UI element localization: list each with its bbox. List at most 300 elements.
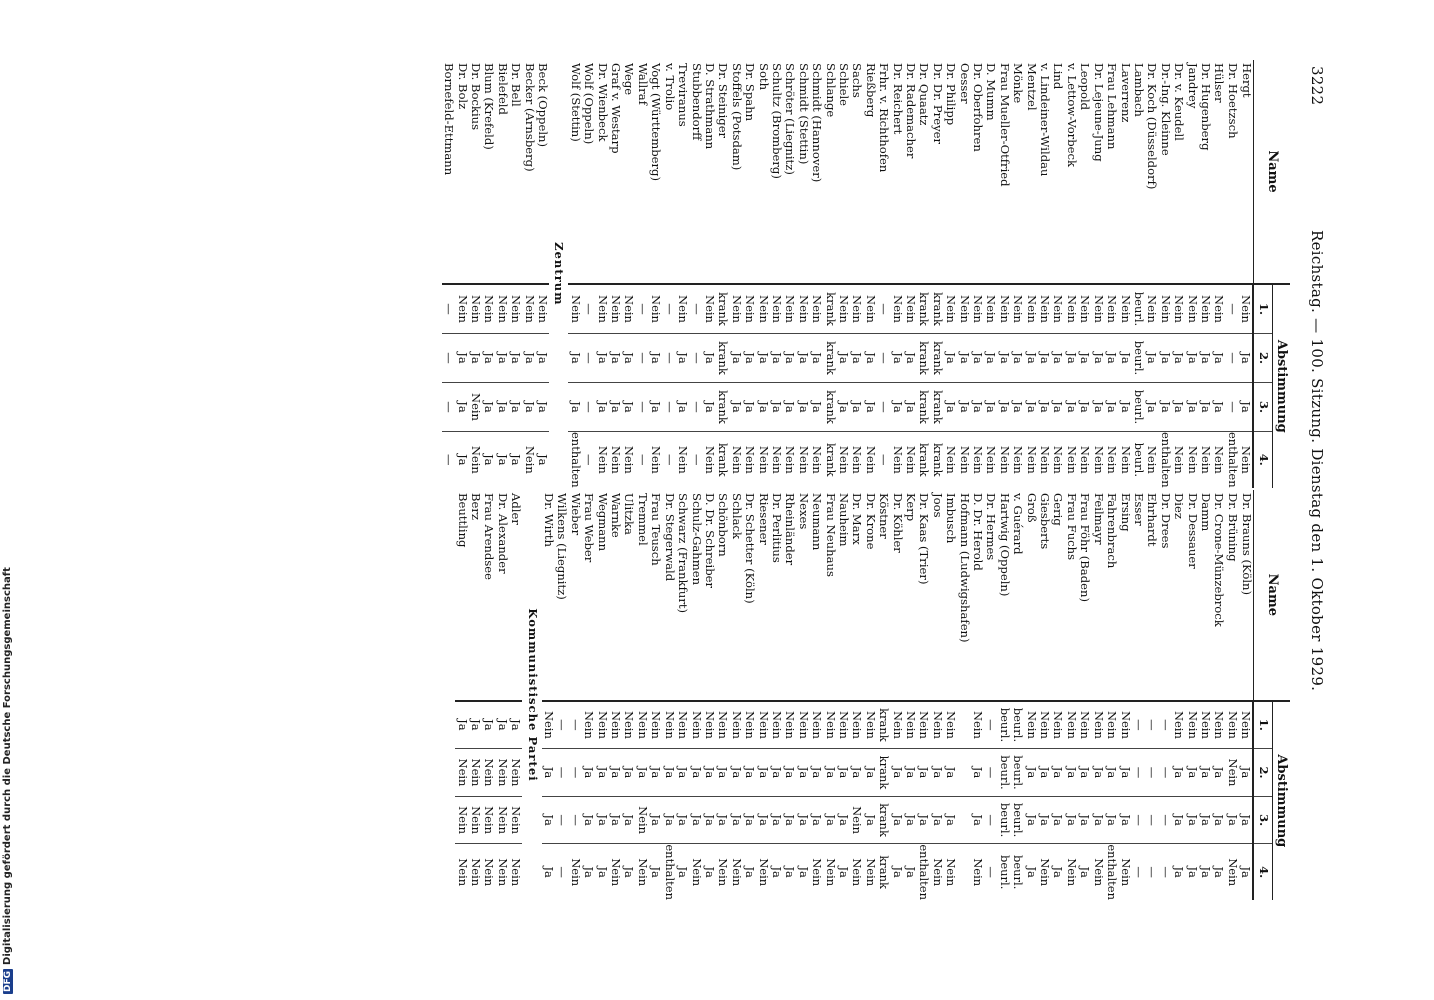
vote-cell: Nein [769, 445, 784, 474]
vote-cell: Ja [957, 383, 970, 432]
table-row [850, 490, 863, 900]
vote-cell: Nein [837, 284, 850, 334]
member-name: Dr. Stegerwald [662, 490, 675, 701]
vote-cell: Nein [703, 284, 716, 334]
member-name: Dr. Hermes [984, 490, 997, 701]
vote-cell: Ja [595, 749, 608, 797]
vote-cell: Ja [997, 334, 1010, 383]
member-name: Dr. Quaatz [917, 60, 930, 284]
vote-cell: Nein [455, 749, 468, 797]
vote-cell: Nein [676, 284, 689, 334]
vote-cell: krank [930, 383, 943, 432]
vote-cell: Ja [863, 749, 876, 797]
table-row [1091, 490, 1104, 900]
vote-cell: Ja [837, 866, 851, 878]
vote-cell: Ja [1199, 749, 1212, 797]
vote-cell: Ja [649, 796, 662, 844]
vote-cell: Nein [622, 445, 637, 474]
vote-cell: Ja [796, 749, 809, 797]
vote-cell: Nein [1065, 284, 1078, 334]
vote-cell: Nein [469, 796, 482, 844]
vote-cell: Ja [743, 796, 756, 844]
vote-cell: Ja [469, 334, 482, 383]
vote-cell: Nein [1078, 701, 1091, 749]
vote-cell: — [877, 383, 890, 432]
vote-cell: Ja [1185, 866, 1200, 878]
vote-cell: Ja [536, 334, 549, 383]
vote-cell: Nein [582, 701, 595, 749]
member-name: Adler [509, 490, 522, 701]
vote-cell: krank [716, 442, 731, 477]
vote-cell: Ja [1065, 334, 1078, 383]
vote-cell: Ja [971, 749, 984, 797]
member-name: Dr.-Ing. Kleinne [1158, 60, 1171, 284]
vote-cell: Nein [1091, 701, 1104, 749]
vote-cell: krank [877, 749, 890, 797]
member-name: Beuttling [455, 490, 468, 701]
col-4-header-right: 4. [1253, 844, 1272, 900]
vote-cell: — [1145, 796, 1158, 844]
vote-cell: beurl. [1011, 749, 1024, 797]
table-row [904, 60, 917, 488]
table-row [542, 490, 555, 900]
member-name: Vogt (Württemberg) [649, 60, 662, 284]
member-name: Dr. Crone-Münzebrock [1212, 490, 1225, 701]
member-name: Bielefeld [495, 60, 508, 284]
vote-cell: beurl. [1132, 284, 1145, 334]
vote-cell: Nein [743, 284, 756, 334]
vote-cell: beurl. [997, 796, 1010, 844]
table-row [442, 60, 455, 488]
vote-cell: — [877, 284, 890, 334]
table-row [997, 60, 1010, 488]
vote-cell: Ja [1212, 749, 1225, 797]
member-name: Fahrenbrach [1105, 490, 1118, 701]
vote-cell: Nein [997, 284, 1010, 334]
vote-cell: Ja [676, 749, 689, 797]
table-row [716, 60, 729, 488]
vote-cell: Nein [743, 701, 756, 749]
vote-cell: Ja [703, 749, 716, 797]
member-name: Dr. Koch (Düsseldorf) [1145, 60, 1158, 284]
member-name: Warnke [609, 490, 622, 701]
table-row [890, 490, 903, 900]
member-name: Imbusch [944, 490, 957, 701]
member-name: Dr. Bell [509, 60, 522, 284]
vote-cell: Ja [1051, 866, 1066, 878]
vote-cell: Nein [1185, 701, 1198, 749]
vote-cell: Ja [703, 334, 716, 383]
vote-cell: Nein [649, 284, 662, 334]
vote-cell: Nein [729, 701, 742, 749]
vote-cell: Ja [810, 334, 823, 383]
vote-cell: Nein [930, 858, 945, 887]
vote-cell: Nein [837, 701, 850, 749]
vote-cell: Nein [595, 284, 608, 334]
vote-cell: Ja [1078, 866, 1093, 878]
table-row [863, 60, 876, 488]
vote-cell: Nein [689, 858, 704, 887]
vote-cell: Ja [1239, 383, 1253, 432]
member-name: Dr. Brauns (Köln) [1239, 490, 1253, 701]
vote-cell: — [555, 749, 568, 797]
vote-cell: Ja [1145, 383, 1158, 432]
table-row [622, 490, 635, 900]
vote-cell: Nein [1091, 445, 1106, 474]
vote-cell: Ja [1199, 383, 1212, 432]
vote-cell: Nein [1024, 445, 1039, 474]
member-name: Dr. Spahn [743, 60, 756, 284]
member-name: Frhr. v. Richthofen [877, 60, 890, 284]
member-name: Dr. Dr. Preyer [930, 60, 943, 284]
table-row [1212, 490, 1225, 900]
vote-cell: Nein [1038, 701, 1051, 749]
vote-cell: krank [917, 383, 930, 432]
table-row [743, 60, 756, 488]
member-name: Frau Teusch [649, 490, 662, 701]
vote-cell: Ja [482, 383, 495, 432]
vote-table-left-body [442, 60, 1253, 488]
vote-cell: Ja [796, 866, 811, 878]
member-name: Bornefeld-Ettmann [442, 60, 455, 284]
vote-cell: Ja [783, 383, 796, 432]
vote-cell: — [636, 334, 649, 383]
vote-cell: Ja [729, 334, 742, 383]
vote-cell: beurl. [1132, 334, 1145, 383]
vote-cell: Ja [662, 796, 675, 844]
member-name: Kerp [904, 490, 917, 701]
vote-cell: Ja [1051, 796, 1064, 844]
table-row [1011, 60, 1024, 488]
table-row [1158, 490, 1171, 900]
vote-cell: Nein [1105, 701, 1118, 749]
vote-cell: Ja [1105, 796, 1118, 844]
vote-cell: — [1145, 701, 1158, 749]
table-row [1011, 490, 1024, 900]
vote-cell: Ja [944, 334, 957, 383]
vote-cell: — [568, 749, 581, 797]
member-name: Stubbendorff [689, 60, 702, 284]
vote-cell: Ja [482, 334, 495, 383]
vote-cell: Nein [1038, 284, 1051, 334]
member-name: Schulz-Gahmen [689, 490, 702, 701]
vote-cell: enthalten [917, 844, 932, 900]
vote-cell: enthalten [1225, 432, 1240, 488]
vote-cell: Ja [890, 796, 903, 844]
vote-cell: Ja [756, 796, 769, 844]
vote-cell: Nein [850, 796, 863, 844]
table-row [509, 60, 522, 488]
table-row [1065, 60, 1078, 488]
member-name: Schmidt (Stettin) [796, 60, 809, 284]
member-name: Riesener [756, 490, 769, 701]
table-row [1091, 60, 1104, 488]
member-name: Neumann [810, 490, 823, 701]
vote-cell: Nein [595, 445, 610, 474]
vote-cell: Nein [622, 701, 635, 749]
vote-cell: enthalten [1158, 432, 1173, 488]
vote-cell: — [1225, 383, 1238, 432]
vote-cell: — [442, 334, 455, 383]
table-row [716, 490, 729, 900]
vote-cell: Nein [917, 701, 930, 749]
vote-cell: Ja [1212, 866, 1227, 878]
vote-cell: Ja [971, 334, 984, 383]
member-name: Laverrenz [1118, 60, 1131, 284]
table-row [568, 60, 581, 488]
member-name: Wilkens (Liegnitz) [555, 490, 568, 701]
table-row [729, 60, 742, 488]
vote-cell: Ja [1051, 334, 1064, 383]
vote-cell: Ja [495, 454, 510, 466]
vote-cell: Nein [469, 445, 484, 474]
vote-cell: Nein [904, 445, 919, 474]
vote-cell [957, 749, 970, 797]
table-row [904, 490, 917, 900]
vote-cell: Ja [1078, 334, 1091, 383]
vote-cell: Ja [622, 383, 635, 432]
vote-cell: — [582, 454, 597, 466]
member-name: Frau Weber [582, 490, 595, 701]
vote-cell: Ja [1239, 866, 1254, 878]
vote-cell: Ja [495, 334, 508, 383]
vote-cell: Nein [796, 445, 811, 474]
member-name: Mönke [1011, 60, 1024, 284]
table-row [796, 60, 809, 488]
vote-cell: Nein [810, 445, 825, 474]
table-row [1051, 60, 1064, 488]
table-row [1105, 60, 1118, 488]
vote-cell: Ja [622, 334, 635, 383]
member-name: Rießberg [863, 60, 876, 284]
table-row [1239, 490, 1253, 900]
vote-cell: — [568, 701, 581, 749]
col-3-header-right: 3. [1253, 796, 1272, 844]
member-name: Dr. Hoetzsch [1225, 60, 1238, 284]
vote-cell: Ja [823, 796, 836, 844]
vote-cell: Ja [1065, 749, 1078, 797]
vote-cell: Nein [756, 284, 769, 334]
table-row [455, 60, 468, 488]
abstimmung-header: Abstimmung [1272, 284, 1290, 488]
vote-cell: Nein [1225, 701, 1238, 749]
member-name: Schlack [729, 490, 742, 701]
table-row [837, 60, 850, 488]
vote-cell: Ja [930, 796, 943, 844]
vote-cell: Nein [649, 445, 664, 474]
vote-cell: krank [917, 284, 930, 334]
vote-cell: Ja [1239, 749, 1253, 797]
vote-cell: Ja [743, 749, 756, 797]
vote-cell: Ja [703, 383, 716, 432]
vote-cell: Ja [944, 749, 957, 797]
member-name: Feilmayr [1091, 490, 1104, 701]
table-row [649, 60, 662, 488]
vote-cell: Nein [1239, 445, 1254, 474]
table-row [662, 490, 675, 900]
vote-cell: Nein [509, 749, 522, 797]
vote-cell: Nein [469, 383, 482, 432]
vote-cell: — [582, 284, 595, 334]
vote-cell: krank [930, 442, 945, 477]
vote-cell: krank [877, 796, 890, 844]
table-row [582, 60, 595, 488]
member-name: Jandrey [1185, 60, 1198, 284]
vote-cell: Ja [904, 796, 917, 844]
vote-cell: Nein [1091, 858, 1106, 887]
member-name: v. Trolio [662, 60, 675, 284]
vote-cell: Nein [522, 284, 535, 334]
vote-cell: Nein [971, 445, 986, 474]
vote-cell: — [636, 383, 649, 432]
member-name: Damm [1199, 490, 1212, 701]
vote-cell: Ja [689, 796, 702, 844]
vote-cell: krank [716, 334, 729, 383]
vote-cell: Nein [1172, 445, 1187, 474]
table-row [1145, 490, 1158, 900]
vote-cell: Ja [1172, 796, 1185, 844]
vote-cell: enthalten [568, 432, 583, 488]
vote-cell: Ja [1024, 383, 1037, 432]
vote-cell: Ja [509, 454, 524, 466]
vote-cell: Ja [595, 383, 608, 432]
vote-cell: Nein [984, 284, 997, 334]
vote-cell: Ja [1198, 866, 1213, 878]
vote-cell: Nein [1199, 284, 1212, 334]
vote-cell: Ja [536, 454, 551, 466]
vote-table-right [455, 490, 1290, 900]
table-row [703, 490, 716, 900]
vote-cell: Nein [636, 796, 649, 844]
vote-cell: Nein [1038, 858, 1053, 887]
vote-cell: Nein [1118, 701, 1131, 749]
table-row [595, 60, 608, 488]
vote-cell: Ja [743, 866, 758, 878]
table-row [1172, 490, 1185, 900]
member-name: Beck (Oppeln) [536, 60, 549, 284]
vote-cell: beurl. [1132, 383, 1145, 432]
member-name: Dr. Dessauer [1185, 490, 1198, 701]
vote-table-right-body [455, 490, 1253, 900]
vote-cell: beurl. [997, 749, 1010, 797]
vote-cell: Ja [1239, 334, 1253, 383]
abstimmung-header-right: Abstimmung [1272, 701, 1290, 900]
member-name: Becker (Arnsberg) [522, 60, 535, 284]
vote-cell: Ja [482, 701, 495, 749]
vote-cell: Ja [837, 334, 850, 383]
vote-cell: Ja [1024, 866, 1039, 878]
vote-cell: Nein [1145, 445, 1160, 474]
table-row [783, 490, 796, 900]
vote-cell: beurl. [1011, 854, 1026, 890]
table-row [469, 60, 482, 488]
member-name: Treviranus [676, 60, 689, 284]
vote-cell: Ja [509, 334, 522, 383]
vote-cell: Nein [863, 445, 878, 474]
vote-cell: Ja [944, 796, 957, 844]
table-row [1118, 60, 1131, 488]
member-name: Esser [1132, 490, 1145, 701]
member-name: Schönborn [716, 490, 729, 701]
member-name: Wolf (Oppeln) [582, 60, 595, 284]
vote-cell: Nein [890, 284, 903, 334]
member-name: Rheinländer [783, 490, 796, 701]
vote-cell: Ja [455, 701, 468, 749]
member-name: Dr. Reichert [890, 60, 903, 284]
vote-cell: Nein [971, 858, 986, 887]
vote-cell: Nein [622, 284, 635, 334]
table-row [743, 490, 756, 900]
vote-cell: Ja [1091, 383, 1104, 432]
table-row [1065, 490, 1078, 900]
vote-cell: Nein [469, 284, 482, 334]
vote-cell: krank [877, 701, 890, 749]
table-row [770, 490, 783, 900]
vote-cell: Nein [823, 701, 836, 749]
vote-cell: Nein [509, 858, 524, 887]
table-row [810, 60, 823, 488]
vote-cell: Nein [1024, 284, 1037, 334]
member-name: Wegmann [595, 490, 608, 701]
vote-cell: Nein [796, 284, 809, 334]
table-row [1185, 490, 1198, 900]
vote-cell: Nein [850, 445, 865, 474]
vote-cell: Nein [482, 858, 497, 887]
member-name: Tremmel [636, 490, 649, 701]
vote-cell: Nein [1118, 284, 1131, 334]
vote-table-left [442, 60, 1290, 488]
vote-cell: Ja [971, 383, 984, 432]
member-name: Frau Arendsee [482, 490, 495, 701]
vote-cell: Ja [1158, 383, 1171, 432]
vote-cell: Nein [997, 445, 1012, 474]
vote-cell: Ja [783, 749, 796, 797]
member-name: Dr. Marx [850, 490, 863, 701]
member-name: Ersing [1118, 490, 1131, 701]
table-row [703, 60, 716, 488]
member-name: Frau Neuhaus [823, 490, 836, 701]
member-name: Nexes [796, 490, 809, 701]
table-row [455, 490, 468, 900]
vote-cell: Ja [595, 866, 610, 878]
vote-cell: Nein [1051, 701, 1064, 749]
vote-cell: Nein [971, 284, 984, 334]
member-name: Ulitzka [622, 490, 635, 701]
vote-cell: Ja [850, 334, 863, 383]
vote-cell: Ja [1158, 334, 1171, 383]
vote-cell: Nein [971, 701, 984, 749]
vote-cell: Ja [1091, 334, 1104, 383]
vote-cell: Nein [1078, 445, 1093, 474]
vote-cell: Ja [984, 334, 997, 383]
vote-cell: — [555, 866, 570, 878]
vote-cell: Nein [729, 445, 744, 474]
vote-cell: Ja [582, 796, 595, 844]
vote-cell: Ja [1118, 383, 1131, 432]
vote-cell: Nein [1172, 284, 1185, 334]
vote-cell: Ja [756, 383, 769, 432]
vote-cell: Nein [783, 445, 798, 474]
vote-cell: — [1158, 866, 1173, 878]
page-number: 3222 [1308, 66, 1326, 106]
vote-cell: krank [823, 383, 836, 432]
vote-cell: Ja [904, 334, 917, 383]
vote-cell: Ja [837, 749, 850, 797]
vote-cell: Nein [482, 284, 495, 334]
vote-cell: Ja [702, 866, 717, 878]
vote-cell: — [984, 796, 997, 844]
vote-cell: Nein [522, 445, 537, 474]
